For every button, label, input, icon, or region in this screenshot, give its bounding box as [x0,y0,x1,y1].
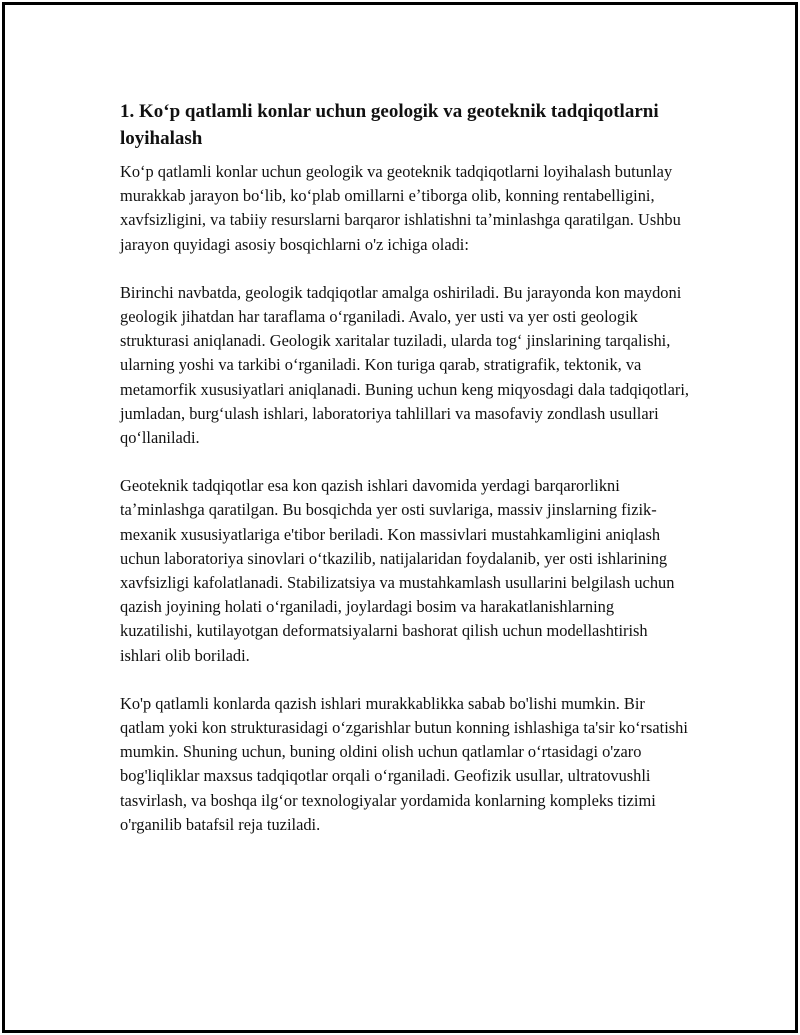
section-title: 1. Koʻp qatlamli konlar uchun geologik va geoteknik tadqiqotlarni loyihalash [120,101,659,149]
paragraph-geotechnical-research: Geoteknik tadqiqotlar esa kon qazish ishlari davomida yerdagi barqarorlikni taʼminlashga qaratilgan. Bu bosqichda yer osti suvlariga, massiv jinslarning fizik-mexanik xususiyatlariga e'tibor beriladi. Kon massivlari mustahkamligini aniqlash uchun laboratoriya sinovlari oʻtkazilib, natijalaridan foydalanib, yer osti ishlarining xavfsizligi kafolatlanadi. Stabilizatsiya va mustahkamlash usullarini belgilash uchun qazish joyining holati oʻrganiladi, joylardagi bosim va harakatlanishlarning kuzatilishi, kutilayotgan deformatsiyalarni bashorat qilish uchun modellashtirish ishlari olib boriladi. [120,476,675,665]
page-frame [2,2,798,1033]
document-body [120,98,690,861]
paragraph-intro: Koʻp qatlamli konlar uchun geologik va geoteknik tadqiqotlarni loyihalash butunlay murakkab jarayon boʻlib, koʻplab omillarni eʼtiborga olib, konning rentabelligini, xavfsizligini, va tabiiy resurslarni barqaror ishlatishni taʼminlashga qaratilgan. Ushbu jarayon quyidagi asosiy bosqichlarni o'z ichiga oladi: [120,162,681,254]
paragraph-multilayer-mining: Ko'p qatlamli konlarda qazish ishlari murakkablikka sabab bo'lishi mumkin. Bir qatlam yoki kon strukturasidagi oʻzgarishlar butun konning ishlashiga ta'sir koʻrsatishi mumkin. Shuning uchun, buning oldini olish uchun qatlamlar oʻrtasidagi o'zaro bog'liqliklar maxsus tadqiqotlar orqali oʻrganiladi. Geofizik usullar, ultratovushli tasvirlash, va boshqa ilgʻor texnologiyalar yordamida konlarning kompleks tizimi o'rganilib batafsil reja tuziladi. [120,693,688,834]
paragraph-geological-research: Birinchi navbatda, geologik tadqiqotlar amalga oshiriladi. Bu jarayonda kon maydoni geologik jihatdan har taraflama oʻrganiladi. Avalo, yer usti va yer osti geologik strukturasi aniqlanadi. Geologik xaritalar tuziladi, ularda togʻ jinslarining tarqalishi, ularning yoshi va tarkibi oʻrganiladi. Kon turiga qarab, stratigrafik, tektonik, va metamorfik xususiyatlari aniqlanadi. Buning uchun keng miqyosdagi dala tadqiqotlari, jumladan, burgʻulash ishlari, laboratoriya tahlillari va masofaviy zondlash usullari qoʻllaniladi. [120,282,689,448]
